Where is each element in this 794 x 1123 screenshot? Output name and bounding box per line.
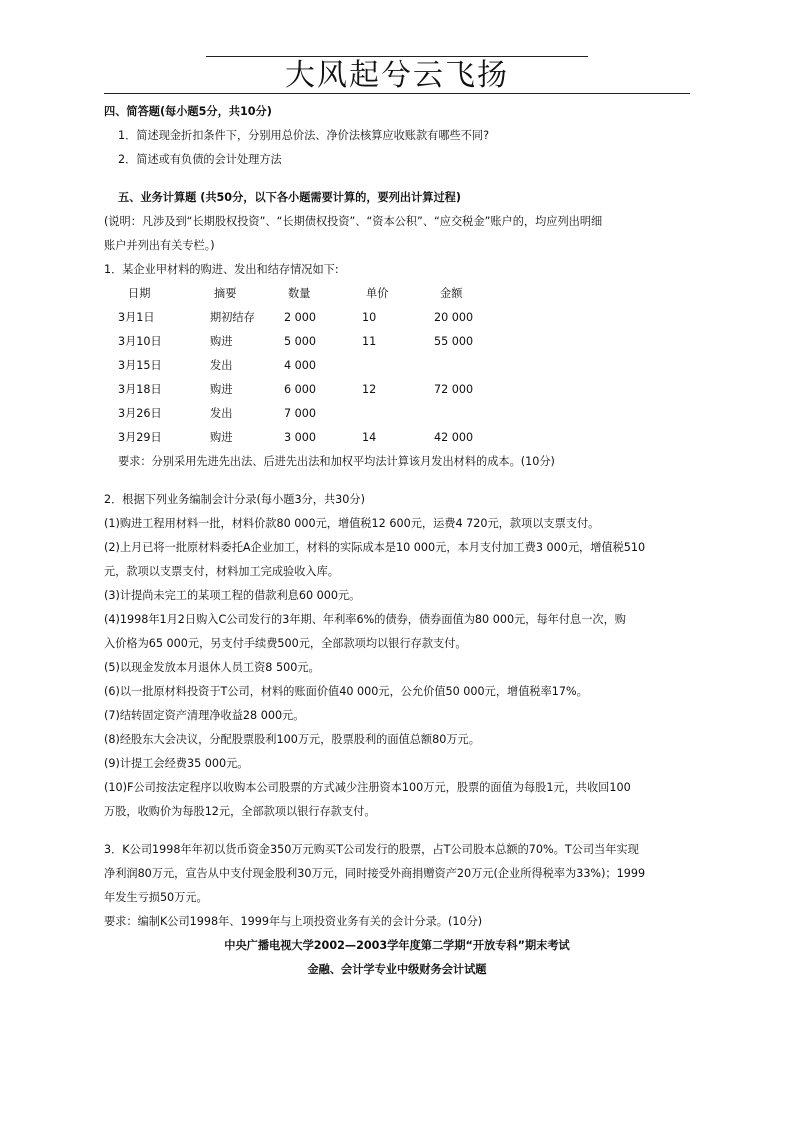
table-cell-date: 3月18日 [118,383,162,396]
table-cell-quantity: 3 000 [284,431,317,444]
footer-exam-subtitle: 金融、会计学专业中级财务会计试题 [307,963,487,976]
table-cell-date: 3月1日 [118,311,155,324]
question-2-item: (7)结转固定资产清理净收益28 000元。 [104,709,305,722]
question-3-line: 3．K公司1998年年初以货币资金350万元购买T公司发行的股票，占T公司股本总额的70%。T公司当年实现 [104,843,639,856]
question-2-item: (5)以现金发放本月退休人员工资8 500元。 [104,661,320,674]
question-2-item: (4)1998年1月2日购入C公司发行的3年期、年利率6%的债券，债券面值为80 000元，每年付息一次，购 [104,613,626,626]
question-2-item: (2)上月已将一批原材料委托A企业加工，材料的实际成本是10 000元，本月支付加工费3 000元，增值税510 [104,541,646,554]
table-cell-summary: 发出 [210,359,233,372]
material-table [118,282,540,450]
table-cell-summary: 购进 [210,335,233,348]
table-cell-amount: 55 000 [434,335,474,348]
table-cell-amount [434,354,540,378]
table-cell-date: 3月26日 [118,407,162,420]
question-3-line: 净利润80万元，宣告从中支付现金股利30万元，同时接受外商捐赠资产20万元(企业所得税率为33%)；1999 [104,867,646,880]
table-cell-quantity: 7 000 [284,407,317,420]
table-row [118,354,540,378]
table-row [118,426,540,450]
table-cell-date: 3月15日 [118,359,162,372]
question-2-item: (3)计提尚未完工的某项工程的借款利息60 000元。 [104,589,361,602]
section-5-note-line-2: 账户并列出有关专栏。) [104,239,215,252]
table-header-summary: 摘要 [214,287,237,300]
question-2-item: (1)购进工程用材料一批，材料价款80 000元，增值税12 600元，运费4 720元，款项以支票支付。 [104,517,600,530]
table-cell-amount [434,402,540,426]
question-3-line: 年发生亏损50万元。 [104,891,208,904]
table-row [118,402,540,426]
table-cell-quantity: 5 000 [284,335,317,348]
table-header-row [118,282,540,306]
table-cell-summary: 发出 [210,407,233,420]
header-rule-bottom [104,93,690,94]
question-3-requirement: 要求：编制K公司1998年、1999年与上项投资业务有关的会计分录。(10分) [104,915,483,928]
table-header-unit-price: 单价 [366,287,389,300]
table-cell-amount: 20 000 [434,311,474,324]
table-cell-summary: 购进 [210,383,233,396]
section-4-question-1: 1．简述现金折扣条件下，分别用总价法、净价法核算应收账款有哪些不同? [118,129,490,142]
section-5-note-line-1: (说明：凡涉及到“长期股权投资”、“长期债权投资”、“资本公积”、“应交税金”账户的，均应列出明细 [104,215,603,228]
table-cell-date: 3月29日 [118,431,162,444]
table-cell-unit-price [362,402,434,426]
table-cell-amount: 72 000 [434,383,474,396]
table-cell-unit-price: 10 [362,311,377,324]
table-header-date: 日期 [128,287,151,300]
table-cell-quantity: 6 000 [284,383,317,396]
document-body [104,100,690,982]
table-cell-amount: 42 000 [434,431,474,444]
question-2-item: 万股，收购价为每股12元，全部款项以银行存款支付。 [104,805,376,818]
table-cell-date: 3月10日 [118,335,162,348]
section-4-question-2: 2．简述或有负债的会计处理方法 [118,153,282,166]
header-title: 大风起兮云飞扬 [285,58,509,93]
table-header-quantity: 数量 [288,287,311,300]
section-5-title: 五、业务计算题 (共50分，以下各小题需要计算的，要列出计算过程) [118,191,461,204]
table-cell-unit-price: 11 [362,335,377,348]
table-header-amount: 金额 [440,287,463,300]
question-2-item: 元，款项以支票支付，材料加工完成验收入库。 [104,565,339,578]
question-2-item: (10)F公司按法定程序以收购本公司股票的方式减少注册资本100万元，股票的面值为每股1元，共收回100 [104,781,631,794]
table-row [118,306,540,330]
table-cell-unit-price: 12 [362,383,377,396]
table-row [118,330,540,354]
table-cell-summary: 购进 [210,431,233,444]
section-4-title: 四、简答题(每小题5分，共10分) [104,105,272,118]
table-cell-summary: 期初结存 [210,311,255,324]
question-2-item: (9)计提工会经费35 000元。 [104,757,249,770]
table-row [118,378,540,402]
question-2-title: 2．根据下列业务编制会计分录(每小题3分，共30分) [104,493,365,506]
question-2-item: 入价格为65 000元，另支付手续费500元，全部款项均以银行存款支付。 [104,637,467,650]
table-cell-unit-price: 14 [362,431,377,444]
table-cell-quantity: 2 000 [284,311,317,324]
question-2-item: (6)以一批原材料投资于T公司，材料的账面价值40 000元，公允价值50 000元，增值税率17%。 [104,685,588,698]
table-cell-unit-price [362,354,434,378]
table-cell-quantity: 4 000 [284,359,317,372]
question-2-item: (8)经股东大会决议，分配股票股利100万元，股票股利的面值总额80万元。 [104,733,480,746]
footer-exam-title: 中央广播电视大学2002—2003学年度第二学期“开放专科”期末考试 [224,939,570,952]
question-1-title: 1．某企业甲材料的购进、发出和结存情况如下: [104,263,339,276]
header-rule-top [206,56,588,57]
question-1-requirement: 要求：分别采用先进先出法、后进先出法和加权平均法计算该月发出材料的成本。(10分) [118,455,555,468]
